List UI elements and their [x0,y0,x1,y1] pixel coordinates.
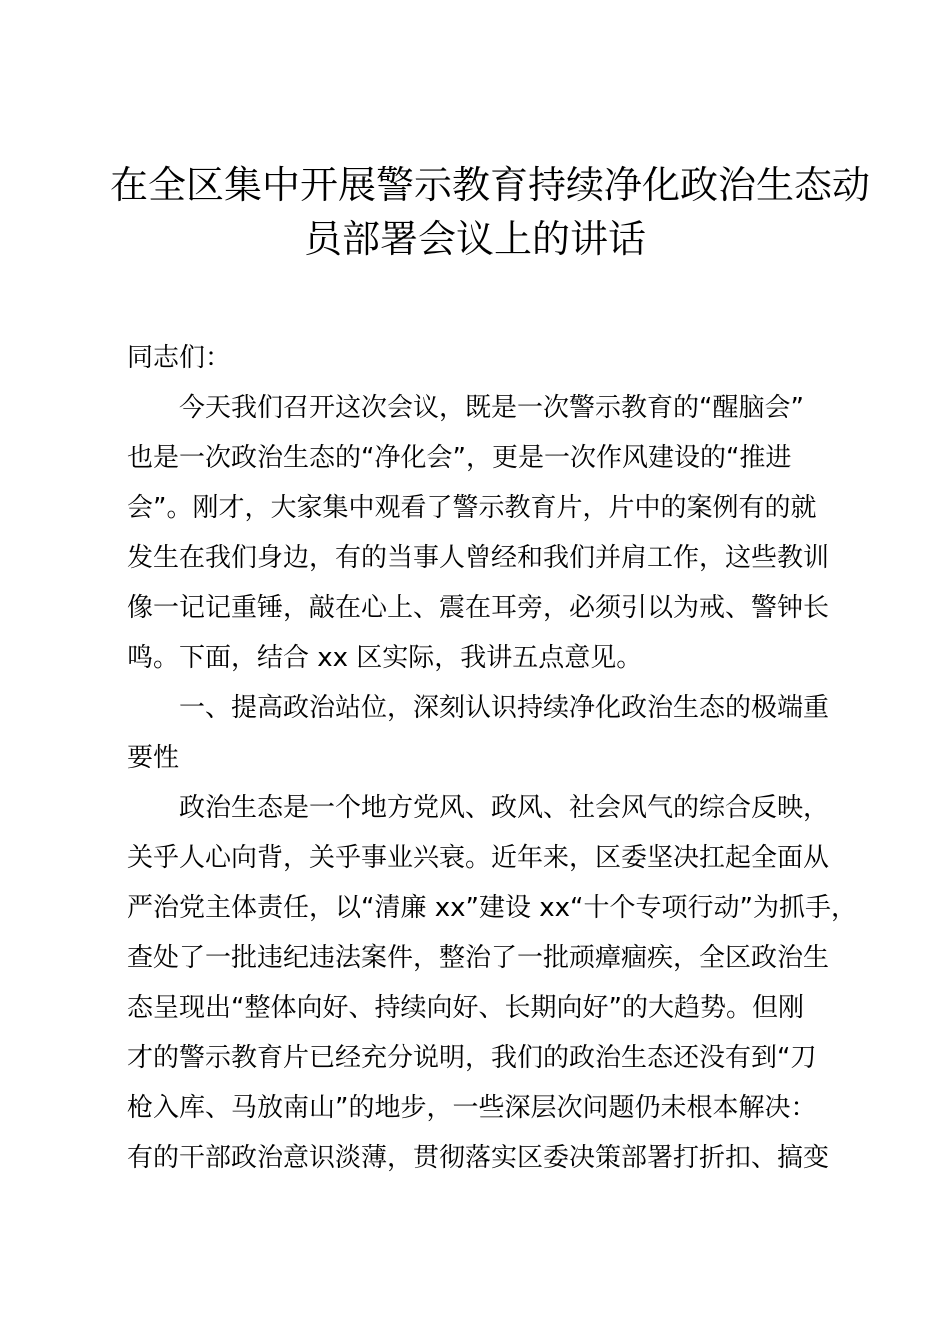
paragraph-line: 严治党主体责任，以“清廉 xx”建设 xx“十个专项行动”为抓手， [127,893,857,923]
section-heading-line: 要性 [127,743,180,773]
paragraph-line: 政治生态是一个地方党风、政风、社会风气的综合反映， [179,793,830,823]
paragraph-line: 今天我们召开这次会议，既是一次警示教育的“醒脑会” [179,393,804,423]
paragraph-line: 查处了一批违纪违法案件，整治了一批顽瘴痼疾，全区政治生 [127,943,830,973]
salutation: 同志们： [127,343,232,373]
paragraph-line: 也是一次政治生态的“净化会”，更是一次作风建设的“推进 [127,443,792,473]
document-title [110,158,871,266]
paragraph-line: 枪入库、马放南山”的地步，一些深层次问题仍未根本解决： [127,1093,817,1123]
section-heading-line: 一、提高政治站位，深刻认识持续净化政治生态的极端重 [179,693,830,723]
paragraph-line: 关乎人心向背，关乎事业兴衰。近年来，区委坚决扛起全面从 [127,843,830,873]
paragraph-line: 鸣。下面，结合 xx 区实际，我讲五点意见。 [127,643,643,673]
paragraph-line: 会”。刚才，大家集中观看了警示教育片，片中的案例有的就 [127,493,817,523]
paragraph-line: 有的干部政治意识淡薄，贯彻落实区委决策部署打折扣、搞变 [127,1143,830,1173]
paragraph-line: 发生在我们身边，有的当事人曾经和我们并肩工作，这些教训 [127,543,830,573]
title-line: 员部署会议上的讲话 [303,217,646,261]
title-line: 在全区集中开展警示教育持续净化政治生态动 [110,163,871,207]
paragraph-line: 才的警示教育片已经充分说明，我们的政治生态还没有到“刀 [127,1043,817,1073]
paragraph-line: 像一记记重锤，敲在心上、震在耳旁，必须引以为戒、警钟长 [127,593,830,623]
paragraph-line: 态呈现出“整体向好、持续向好、长期向好”的大趋势。但刚 [127,993,804,1023]
document-body [127,333,857,1183]
